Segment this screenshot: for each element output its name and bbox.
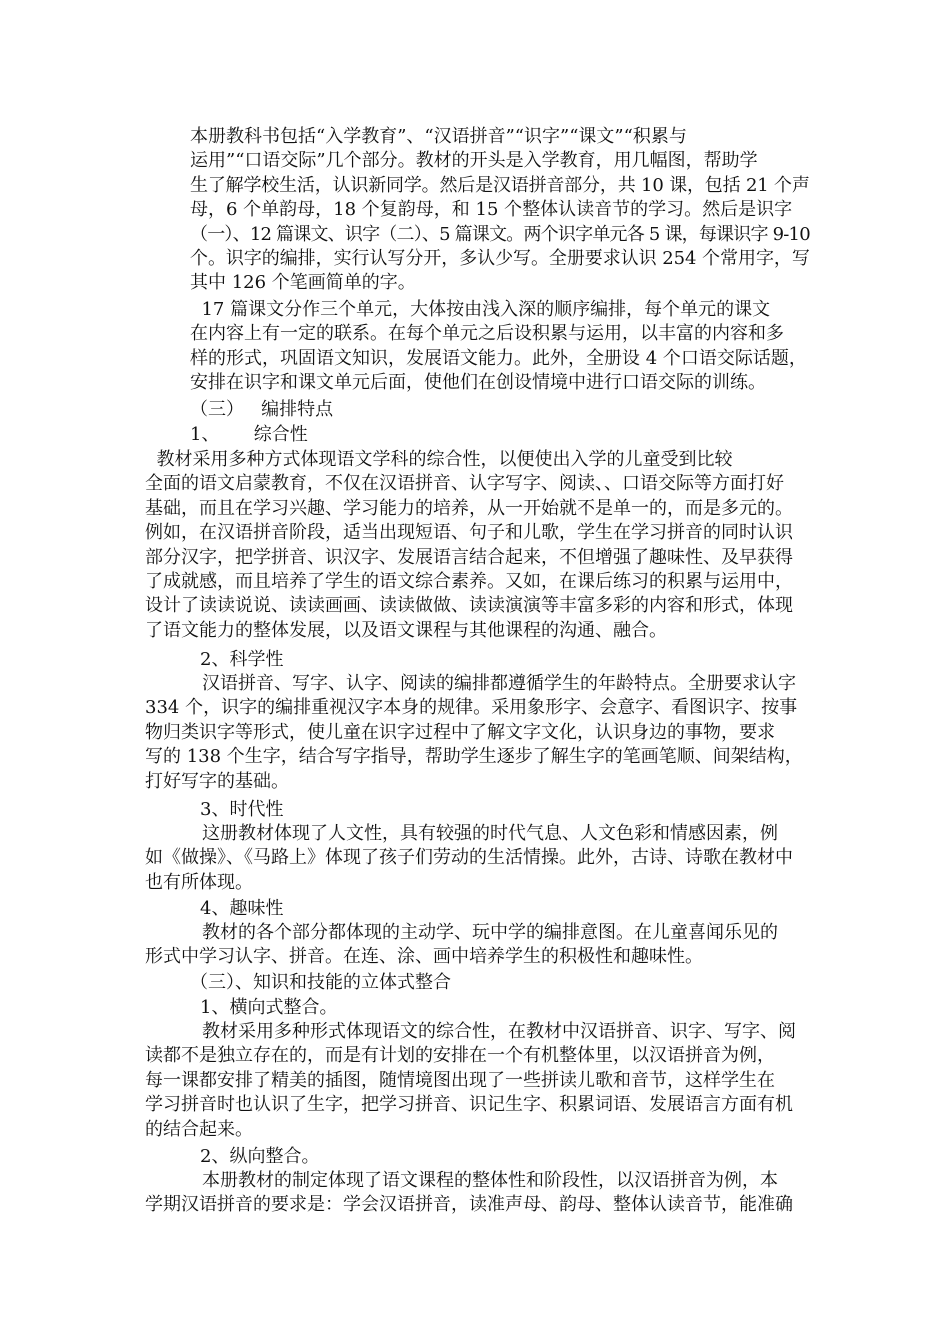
text-line: 读都不是独立存在的，而是有计划的安排在一个有机整体里，以汉语拼音为例， bbox=[145, 1045, 775, 1067]
paragraph-scientific bbox=[145, 672, 810, 794]
subheading-scientific: 2、科学性 bbox=[200, 649, 284, 670]
text-line: 基础，而且在学习兴趣、学习能力的培养，从一开始就不是单一的，而是多元的。 bbox=[145, 497, 793, 519]
text-line: 这册教材体现了人文性，具有较强的时代气息、人文色彩和情感因素，例 bbox=[202, 823, 778, 844]
text-line: 17 篇课文分作三个单元，大体按由浅入深的顺序编排，每个单元的课文 bbox=[190, 299, 771, 320]
paragraph-vertical bbox=[145, 1169, 810, 1218]
text-line: 学习拼音时也认识了生字，把学习拼音、识记生字、积累词语、发展语言方面有机 bbox=[145, 1094, 793, 1116]
text-line: 如《做操》、《马路上》体现了孩子们劳动的生活情操。此外，古诗、诗歌在教材中 bbox=[145, 847, 793, 869]
text-line: （一）、12 篇课文、识字（二）、5 篇课文。两个识字单元各 5 课，每课识字 9-10 bbox=[190, 223, 810, 245]
text-line: 其中 126 个笔画简单的字。 bbox=[190, 272, 416, 294]
text-line: 个。识字的编排，实行认写分开，多认少写。全册要求认识 254 个常用字，写 bbox=[190, 248, 810, 270]
paragraph-lesson-units bbox=[190, 298, 810, 396]
subheading-comprehensive: 1、 综合性 bbox=[190, 424, 308, 445]
text-line: 了语文能力的整体发展，以及语文课程与其他课程的沟通、融合。 bbox=[145, 619, 667, 641]
text-line: 汉语拼音、写字、认字、阅读的编排都遵循学生的年龄特点。全册要求认字 bbox=[202, 673, 796, 694]
subheading-contemporary: 3、时代性 bbox=[200, 799, 284, 820]
section-heading-integration: （三）、知识和技能的立体式整合 bbox=[190, 972, 451, 993]
text-line: 334 个，识字的编排重视汉字本身的规律。采用象形字、会意字、看图识字、按事 bbox=[145, 697, 798, 719]
text-line: 每一课都安排了精美的插图，随情境图出现了一些拼读儿歌和音节，这样学生在 bbox=[145, 1069, 775, 1091]
text-line: 的结合起来。 bbox=[145, 1118, 253, 1140]
text-line: 在内容上有一定的联系。在每个单元之后设积累与运用，以丰富的内容和多 bbox=[190, 323, 784, 345]
text-line: 教材的各个部分都体现的主动学、玩中学的编排意图。在儿童喜闻乐见的 bbox=[202, 922, 778, 943]
section-heading-arrangement: （三） 编排特点 bbox=[190, 399, 334, 420]
text-line: 运用”“口语交际”几个部分。教材的开头是入学教育，用几幅图，帮助学 bbox=[190, 150, 758, 172]
text-line: 物归类识字等形式，使儿童在识字过程中了解文字文化，认识身边的事物，要求 bbox=[145, 721, 775, 743]
paragraph-horizontal bbox=[145, 1020, 810, 1142]
text-line: 设计了读读说说、读读画画、读读做做、读读演演等丰富多彩的内容和形式，体现 bbox=[145, 595, 793, 617]
text-line: 写的 138 个生字，结合写字指导，帮助学生逐步了解生字的笔画笔顺、间架结构， bbox=[145, 746, 803, 768]
text-line: 了成就感，而且培养了学生的语文综合素养。又如，在课后练习的积累与运用中， bbox=[145, 571, 793, 593]
paragraph-interest bbox=[145, 921, 810, 970]
text-line: 生了解学校生活，认识新同学。然后是汉语拼音部分，共 10 课，包括 21 个声 bbox=[190, 174, 810, 196]
text-line: 母，6 个单韵母，18 个复韵母，和 15 个整体认读音节的学习。然后是识字 bbox=[190, 199, 793, 221]
text-line: 形式中学习认字、拼音。在连、涂、画中培养学生的积极性和趣味性。 bbox=[145, 946, 703, 968]
text-line: 本册教科书包括“入学教育”、“汉语拼音”“识字”“课文”“积累与 bbox=[190, 126, 687, 147]
text-line: 部分汉字，把学拼音、识汉字、发展语言结合起来，不但增强了趣味性、及早获得 bbox=[145, 546, 793, 568]
text-line: 本册教材的制定体现了语文课程的整体性和阶段性，以汉语拼音为例，本 bbox=[202, 1170, 778, 1191]
text-line: 例如，在汉语拼音阶段，适当出现短语、句子和儿歌，学生在学习拼音的同时认识 bbox=[145, 522, 793, 544]
text-line: 全面的语文启蒙教育，不仅在汉语拼音、认字写字、阅读、、口语交际等方面打好 bbox=[145, 473, 784, 495]
subheading-vertical: 2、纵向整合。 bbox=[200, 1146, 320, 1167]
text-line: 安排在识字和课文单元后面，使他们在创设情境中进行口语交际的训练。 bbox=[190, 372, 766, 394]
paragraph-comprehensive bbox=[145, 448, 810, 643]
text-line: 也有所体现。 bbox=[145, 871, 253, 893]
paragraph-textbook-overview bbox=[190, 125, 810, 296]
subheading-horizontal: 1、横向式整合。 bbox=[200, 997, 338, 1018]
subheading-interest: 4、趣味性 bbox=[200, 898, 284, 919]
text-line: 样的形式，巩固语文知识，发展语文能力。此外，全册设 4 个口语交际话题， bbox=[190, 347, 807, 369]
text-line: 打好写字的基础。 bbox=[145, 770, 289, 792]
text-line: 教材采用多种方式体现语文学科的综合性，以便使出入学的儿童受到比较 bbox=[145, 449, 733, 470]
paragraph-contemporary bbox=[145, 822, 810, 895]
text-line: 教材采用多种形式体现语文的综合性，在教材中汉语拼音、识字、写字、阅 bbox=[202, 1021, 796, 1042]
text-line: 学期汉语拼音的要求是：学会汉语拼音，读准声母、韵母、整体认读音节，能准确 bbox=[145, 1194, 793, 1216]
